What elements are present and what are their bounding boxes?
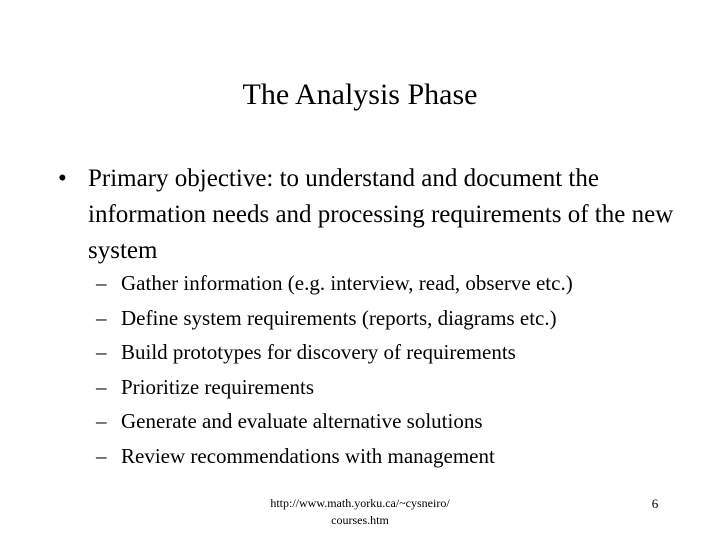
- bullet-text: Primary objective: to understand and document the information needs and processing requirements of the new system: [88, 165, 674, 264]
- dash-marker: –: [96, 374, 107, 399]
- sub-bullet-item: [96, 370, 676, 405]
- dash-marker: –: [96, 271, 107, 295]
- sub-bullet-text: Build prototypes for discovery of requirements: [121, 340, 516, 364]
- sub-bullet-item: [96, 301, 676, 336]
- sub-bullet-text: Define system requirements (reports, diagrams etc.): [121, 305, 557, 330]
- footer-url-line-2: courses.htm: [331, 513, 389, 527]
- sub-bullet-item: [96, 335, 676, 370]
- sub-bullet-text: Gather information (e.g. interview, read, observe etc.): [121, 271, 573, 295]
- sub-bullet-item: [96, 266, 676, 301]
- sub-bullet-text: Review recommendations with management: [121, 443, 495, 468]
- dash-marker: –: [96, 305, 107, 330]
- bullet-marker: •: [58, 165, 67, 192]
- sub-bullet-text: Generate and evaluate alternative solutions: [121, 409, 483, 433]
- footer-url: [240, 495, 480, 529]
- dash-marker: –: [96, 409, 107, 433]
- sub-bullet-item: [96, 439, 676, 474]
- footer-url-line-1: http://www.math.yorku.ca/~cysneiro/: [270, 496, 450, 510]
- sub-bullet-text: Prioritize requirements: [121, 374, 315, 399]
- sub-bullet-list: [96, 266, 676, 473]
- sub-bullet-item: [96, 404, 676, 439]
- slide-title: The Analysis Phase: [242, 78, 478, 111]
- dash-marker: –: [96, 340, 107, 364]
- page-number: 6: [651, 496, 659, 511]
- dash-marker: –: [96, 443, 107, 468]
